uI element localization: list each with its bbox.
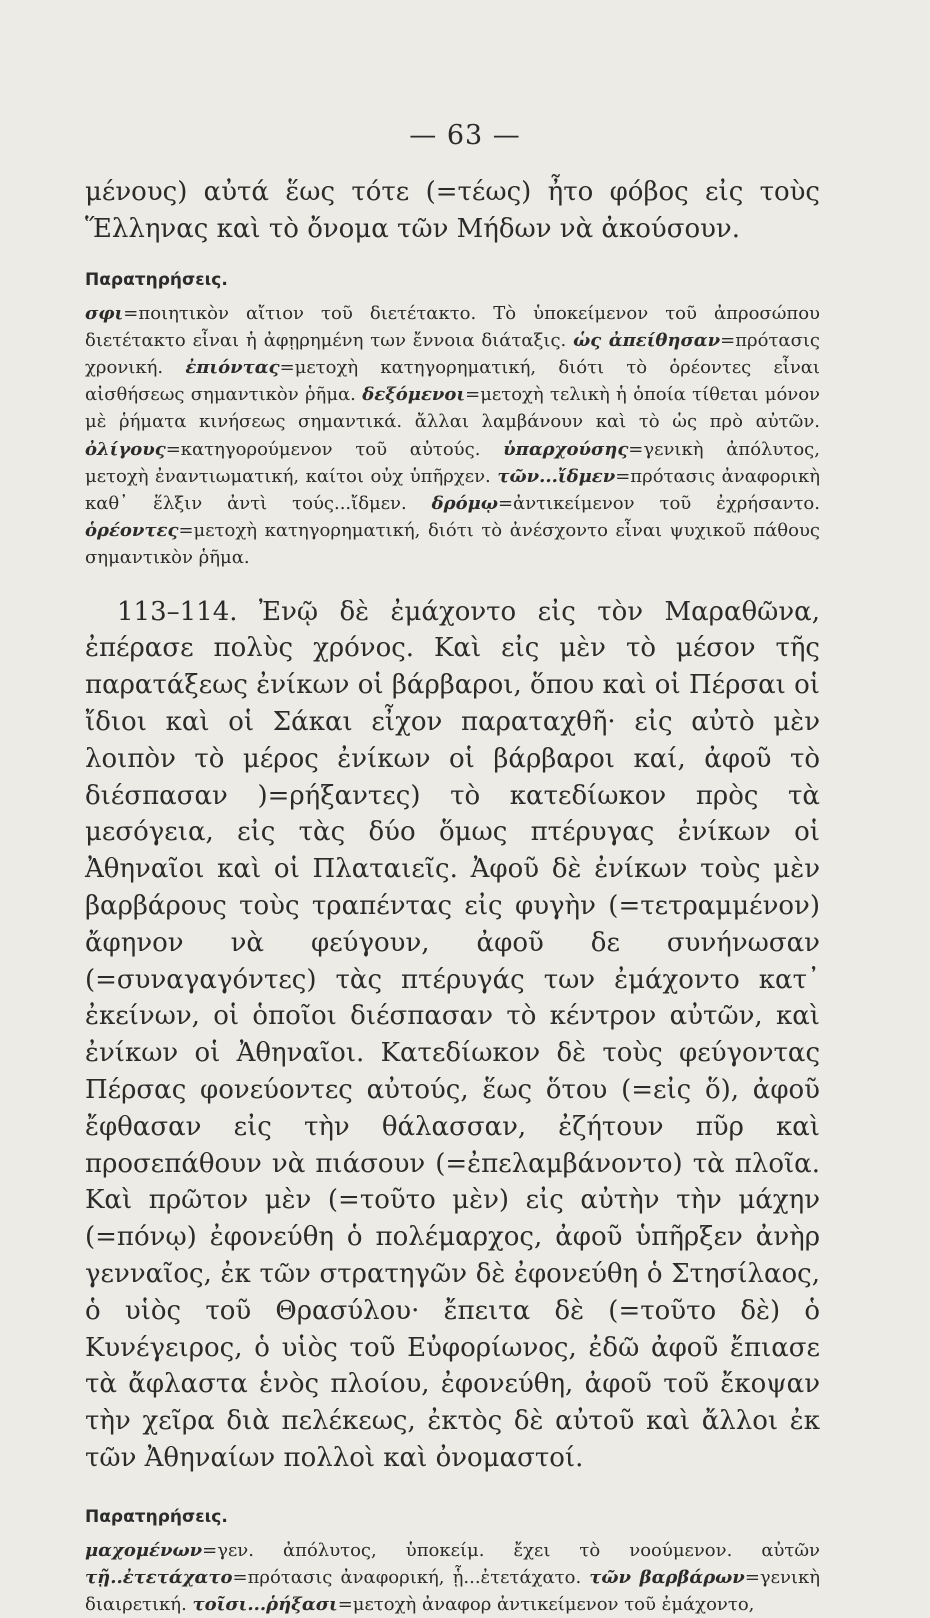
note-term: τῶν βαρβάρων (589, 1566, 745, 1588)
notes-block (85, 1537, 820, 1618)
note-text: =γεν. ἀπόλυτος, ὑποκείμ. ἔχει τὸ νοούμενον. αὐτῶν (202, 1539, 820, 1561)
note-term: τῇ..ἐτετάχατο (85, 1566, 233, 1588)
note-text: =μετοχὴ κατηγορηματική, διότι τὸ ἀνέσχοντο εἶναι ψυχικοῦ πάθους σημαντικὸν ῥῆμα. (85, 520, 820, 569)
notes-heading: Παρατηρήσεις. (85, 269, 228, 290)
notes-heading: Παρατηρήσεις. (85, 1506, 228, 1527)
note-text: =γενικὴ ἀπόλυτος, μετοχὴ ἐναντιωματική, καίτοι οὐχ ὑπῆρχεν. (85, 438, 820, 487)
note-term: τοῖσι...ῥήξασι (192, 1594, 338, 1616)
note-text: =πρότασις ἀναφορική, ᾗ...ἐτετάχατο. (232, 1566, 590, 1588)
main-text (85, 174, 820, 1618)
note-text: =γενικὴ διαιρετική. (85, 1566, 821, 1616)
note-text: =μετοχὴ τελικὴ ἡ ὁποία τίθεται μόνον μὲ ῥήματα κινήσεως σημαντικά. ἄλλαι λαμβάνουν καὶ τὸ ὡς πρὸ αὐτῶν. (85, 384, 820, 433)
note-term: δεξόμενοι (362, 384, 466, 406)
note-text: =κατηγορούμενον τοῦ αὐτούς. (165, 438, 504, 460)
note-term: ὁρέοντες (85, 520, 179, 542)
note-term: ὡς ἀπείθησαν (573, 329, 721, 351)
note-term: σφι (85, 302, 124, 324)
note-text: =μετοχὴ κατηγορηματική, διότι τὸ ὁρέοντες εἶναι αἰσθήσεως σημαντικὸν ῥῆμα. (85, 357, 820, 406)
note-text: =πρότασις χρονική. (85, 329, 820, 378)
opening-paragraph: μένους) αὐτά ἕως τότε (=τέως) ἦτο φόβος εἰς τοὺς Ἕλληνας καὶ τὸ ὄνομα τῶν Μήδων νὰ ἀκούσουν. (85, 177, 820, 244)
note-text: =μετοχὴ ἀναφορ ἀντικείμενον τοῦ ἐμάχοντο, (337, 1594, 755, 1616)
main-paragraph: 113–114. Ἐνῷ δὲ ἐμάχοντο εἰς τὸν Μαραθῶνα, ἐπέρασε πολὺς χρόνος. Καὶ εἰς μὲν τὸ μέσον τῆς παρατάξεως ἐνίκων οἱ βάρβαροι, ὅπου καὶ οἱ Πέρσαι οἱ ἴδιοι καὶ οἱ Σάκαι εἶχον παραταχθῆ· εἰς αὐτὸ μὲν λοιπὸν τὸ μέρος ἐνίκων οἱ βάρβαροι καί, ἀφοῦ τὸ διέσπασαν )=ρήξαντες) τὸ κατεδίωκον πρὸς τὰ μεσόγεια, εἰς τὰς δύο ὅμως πτέρυγας ἐνίκων οἱ Ἀθηναῖοι καὶ οἱ Πλαταιεῖς. Ἀφοῦ δὲ ἐνίκων τοὺς μὲν βαρβάρους τοὺς τραπέντας εἰς φυγὴν (=τετραμμένον) ἄφηνον νὰ φεύγουν, ἀφοῦ δε συνήνωσαν (=συναγαγόντες) τὰς πτέρυγάς των ἐμάχοντο κατ᾽ ἐκείνων, οἱ ὁποῖοι διέσπασαν τὸ κέντρον αὐτῶν, καὶ ἐνίκων οἱ Ἀθηναῖοι. Κατεδίωκον δὲ τοὺς φεύγοντας Πέρσας φονεύοντες αὐτούς, ἕως ὅτου (=εἰς ὅ), ἀφοῦ ἔφθασαν εἰς τὴν θάλασσαν, ἐζήτουν πῦρ καὶ προσεπάθουν νὰ πιάσουν (=ἐπελαμβάνοντο) τὰ πλοῖα. Καὶ πρῶτον μὲν (=τοῦτο μὲν) εἰς αὐτὴν τὴν μάχην (=πόνῳ) ἐφονεύθη ὁ πολέμαρχος, ἀφοῦ ὑπῆρξεν ἀνὴρ γενναῖος, ἐκ τῶν στρατηγῶν δὲ ἐφονεύθη ὁ Στησίλαος, ὁ υἱὸς τοῦ Θρασύλου· ἔπειτα δὲ (=τοῦτο δὲ) ὁ Κυνέγειρος, ὁ υἱὸς τοῦ Εὐφορίωνος, ἐδῶ ἀφοῦ ἔπιασε τὰ ἄφλαστα ἑνὸς πλοίου, ἐφονεύθη, ἀφοῦ τοῦ ἔκοψαν τὴν χεῖρα διὰ πελέκεως, ἐκτὸς δὲ αὐτοῦ καὶ ἄλλοι ἐκ τῶν Ἀθηναίων πολλοὶ καὶ ὀνομαστοί. (85, 596, 820, 1473)
note-term: μαχομένων (85, 1539, 203, 1561)
note-text: =ἀντικείμενον τοῦ ἐχρήσαντο. (497, 493, 820, 515)
note-text: =πρότασις ἀναφορικὴ καθ᾽ ἕλξιν ἀντὶ τούς...ἴδμεν. (85, 465, 820, 515)
note-term: τῶν...ἴδμεν (497, 465, 616, 487)
page-number: — 63 — (409, 120, 521, 151)
notes-paragraph (85, 300, 820, 572)
notes-block (85, 300, 820, 572)
note-term: δρόμῳ (431, 493, 498, 515)
notes-paragraph (85, 1537, 820, 1618)
note-term: ὑπαρχούσης (503, 438, 629, 460)
note-term: ὀλίγους (85, 438, 166, 460)
note-text: =ποιητικὸν αἴτιον τοῦ διετέτακτο. Τὸ ὑποκείμενον τοῦ ἀπροσώπου διετέτακτο εἶναι ἡ ἀφῃρημένη των ἔννοια διάταξις. (85, 302, 820, 351)
note-term: ἐπιόντας (185, 357, 280, 378)
